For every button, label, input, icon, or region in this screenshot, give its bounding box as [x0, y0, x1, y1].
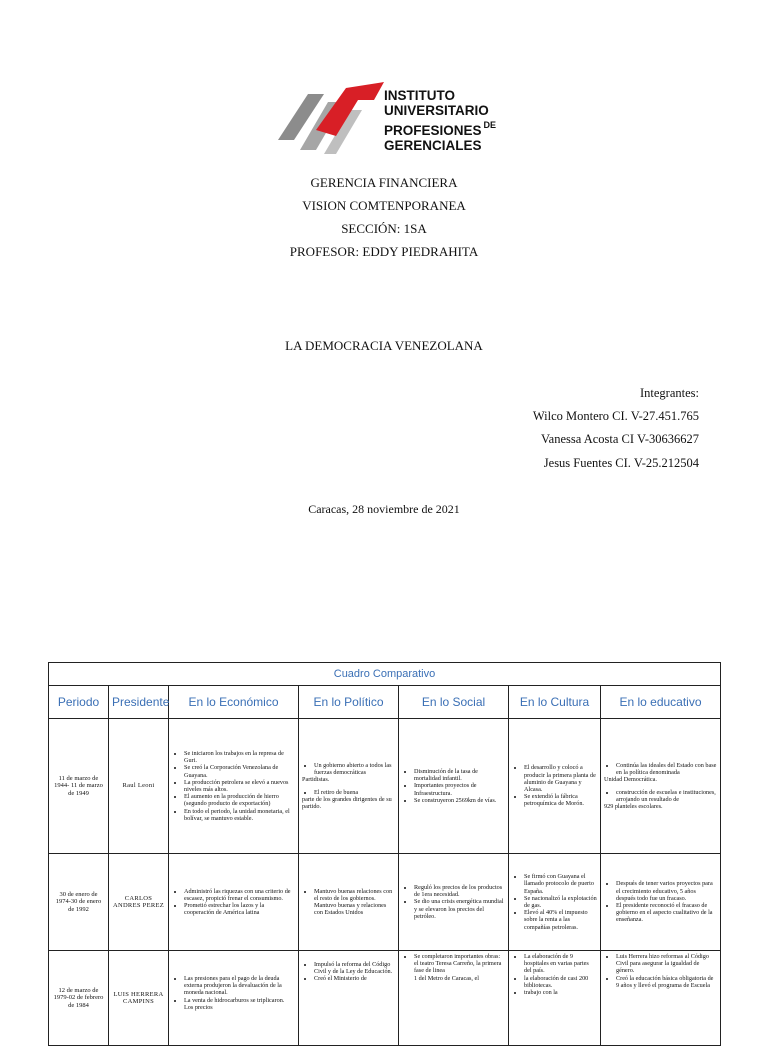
text-line: Partidistas. — [302, 776, 330, 784]
president-cell: CARLOS ANDRES PEREZ — [109, 854, 169, 951]
text-line: parte de los grandes dirigentes de su partido. — [302, 795, 392, 810]
header-periodo: Periodo — [49, 686, 109, 719]
text-line: 1 del Metro de Caracas, el — [414, 974, 479, 982]
list-item: • Impulsó la reforma del Código Civil y de la Ley de Educación. — [314, 961, 395, 975]
members-label: Integrantes: — [639, 386, 699, 400]
member-1: Wilco Montero CI. V-27.451.765 — [532, 409, 699, 423]
culture-cell — [509, 719, 601, 854]
culture-cell — [509, 951, 601, 1046]
president-cell: Raul Leoni — [109, 719, 169, 854]
list-item: • El retiro de buena — [314, 789, 395, 796]
member-3: Jesus Fuentes CI. V-25.212504 — [543, 456, 699, 470]
section-line: SECCIÓN: 1SA — [341, 221, 427, 236]
table-row — [49, 719, 721, 854]
political-cell — [299, 719, 399, 854]
logo-line-3-main: PROFESIONES — [384, 123, 482, 138]
list-item: • El aumento en la producción de hierro (segundo producto de exportación) — [184, 793, 295, 807]
list-item: • El desarrollo y colocó a producir la primera planta de aluminio de Guayana y Alcasa. — [524, 764, 597, 793]
list-item: • Reguló los precios de los productos de 1era necesidad. — [414, 884, 505, 898]
list-item: • El presidente reconoció el fracaso de gobierno en el aspecto cualitativo de la enseñanza. — [616, 902, 717, 924]
list-item: • Se extendió la fábrica petroquímica de Morón. — [524, 793, 597, 807]
list-item: • Las presiones para el pago de la deuda externa produjeron la devaluación de la moneda nacional. — [184, 975, 295, 997]
economic-cell — [169, 951, 299, 1046]
culture-cell — [509, 854, 601, 951]
logo-line-1: INSTITUTO — [384, 88, 456, 103]
list-item: • Se construyeron 2569km de vías. — [414, 797, 505, 804]
header-presidente: Presidente — [109, 686, 169, 719]
table-row — [49, 951, 721, 1046]
logo-line-4: GERENCIALES — [384, 138, 482, 153]
list-item: • Creó el Ministerio de — [314, 975, 395, 982]
logo-line-3 — [384, 118, 496, 138]
list-item: • Mantuvo buenas relaciones con el resto de los gobiernos. Mantuvo buenas y relaciones con Estados Unidos — [314, 888, 395, 917]
table-row — [49, 854, 721, 951]
social-cell — [399, 951, 509, 1046]
logo-line-2: UNIVERSITARIO — [384, 103, 489, 118]
economic-cell — [169, 719, 299, 854]
logo-line-3-sup: DE — [483, 120, 497, 130]
table-caption: Cuadro Comparativo — [49, 663, 721, 686]
political-cell — [299, 951, 399, 1046]
member-2: Vanessa Acosta CI V-30636627 — [541, 432, 699, 446]
professor-line: PROFESOR: EDDY PIEDRAHITA — [289, 244, 479, 259]
list-item: • la elaboración de casi 200 bibliotecas. — [524, 975, 597, 989]
header-educativo: En lo educativo — [601, 686, 721, 719]
document-title: LA DEMOCRACIA VENEZOLANA — [285, 338, 483, 353]
list-item: • En todo el periodo, la unidad monetaria, el bolívar, se mantuvo estable. — [184, 808, 295, 822]
header-politico: En lo Político — [299, 686, 399, 719]
list-item: • Se dio una crisis energética mundial y se elevaron los precios del petróleo. — [414, 898, 505, 920]
text-line: 929 planteles escolares. — [604, 802, 663, 810]
list-item: • Elevó al 40% el impuesto sobre la renta a las compañías petroleras. — [524, 909, 597, 931]
period-cell: 30 de enero de 1974-30 de enero de 1992 — [49, 854, 109, 951]
place-date: Caracas, 28 noviembre de 2021 — [308, 502, 460, 516]
list-item: • Disminución de la tasa de mortalidad infantil. — [414, 768, 505, 782]
header-economico: En lo Económico — [169, 686, 299, 719]
list-item: • Importantes proyectos de Infraestructura. — [414, 782, 505, 796]
text-line: Unidad Democrática. — [604, 776, 657, 784]
topic-line: VISION COMTENPORANEA — [302, 198, 466, 213]
political-cell — [299, 854, 399, 951]
list-item: • Se completaron importantes obras: el teatro Teresa Carreño, la primera fase de linea — [414, 953, 505, 975]
education-cell — [601, 719, 721, 854]
social-cell — [399, 854, 509, 951]
list-item: • Prometió estrechar los lazos y la cooperación de América latina — [184, 902, 295, 916]
list-item: • La venta de hidrocarburos se triplicaron. Los precios — [184, 997, 295, 1011]
list-item: • Se nacionalizó la explotación de gas. — [524, 895, 597, 909]
president-cell: LUIS HERRERA CAMPINS — [109, 951, 169, 1046]
period-cell: 11 de marzo de 1944- 11 de marzo de 1949 — [49, 719, 109, 854]
logo-text — [384, 88, 496, 153]
subject-line: GERENCIA FINANCIERA — [310, 175, 458, 190]
social-cell — [399, 719, 509, 854]
education-cell — [601, 951, 721, 1046]
list-item: • Un gobierno abierto a todos las fuerzas democráticas — [314, 762, 395, 776]
list-item: • Se iniciaron los trabajos en la represa de Guri. — [184, 750, 295, 764]
economic-cell — [169, 854, 299, 951]
list-item: • Creó la educación básica obligatoria de 9 años y llevó el programa de Escuela — [616, 975, 717, 989]
list-item: • La elaboración de 9 hospitales en varias partes del país. — [524, 953, 597, 975]
list-item: • trabajo con la — [524, 989, 597, 996]
list-item: • La producción petrolera se elevó a nuevos niveles más altos. — [184, 779, 295, 793]
list-item: • Se firmó con Guayana el llamado protocolo de puerto España. — [524, 873, 597, 895]
period-cell: 12 de marzo de 1979-02 de febrero de 1984 — [49, 951, 109, 1046]
header-cultura: En lo Cultura — [509, 686, 601, 719]
list-item: • Después de tener varios proyectos para el crecimiento educativo, 5 años después todo fue un fracaso. — [616, 880, 717, 902]
list-item: • Se creó la Corporación Venezolana de Guayana. — [184, 764, 295, 778]
list-item: • Luis Herrera hizo reformas al Código Civil para asegurar la igualdad de género. — [616, 953, 717, 975]
list-item: • Administró las riquezas con una criterio de escasez, propició frenar el consumismo. — [184, 888, 295, 902]
list-item: • construcción de escuelas e instituciones, arrojando un resultado de — [616, 789, 717, 803]
education-cell — [601, 854, 721, 951]
comparison-table — [48, 662, 721, 1046]
list-item: • Continúa las ideales del Estado con base en la política denominada — [616, 762, 717, 776]
header-social: En lo Social — [399, 686, 509, 719]
